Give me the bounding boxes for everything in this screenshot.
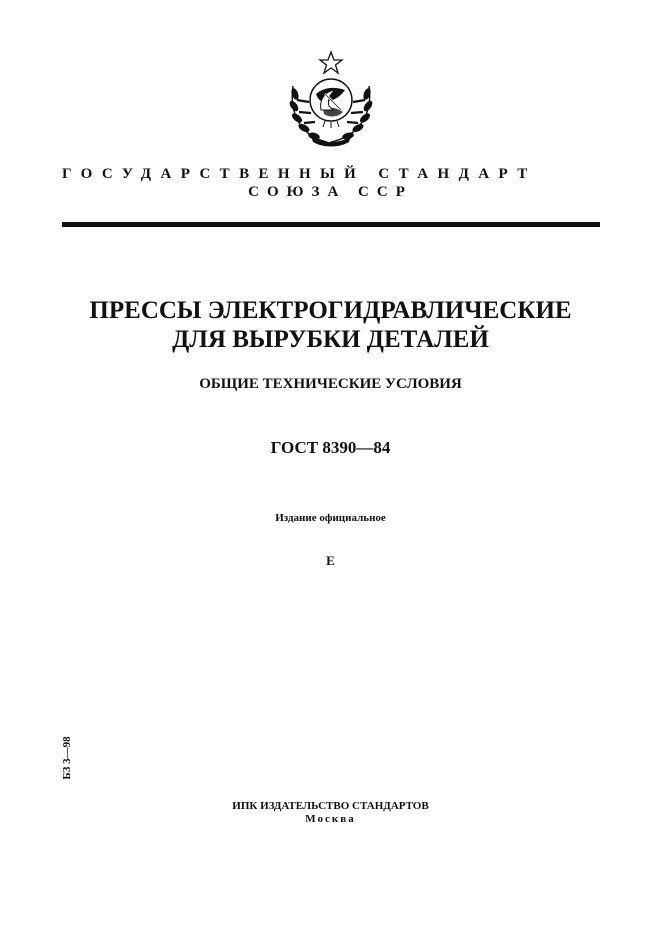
side-code: БЗ 3—98 <box>61 736 73 780</box>
title-line-2: ДЛЯ ВЫРУБКИ ДЕТАЛЕЙ <box>172 326 489 353</box>
document-subtitle: ОБЩИЕ ТЕХНИЧЕСКИЕ УСЛОВИЯ <box>199 376 462 392</box>
title-line-1: ПРЕССЫ ЭЛЕКТРОГИДРАВЛИЧЕСКИЕ <box>89 297 572 324</box>
ussr-state-emblem-icon <box>283 50 379 148</box>
publisher-name: ИПК ИЗДАТЕЛЬСТВО СТАНДАРТОВ <box>232 800 429 812</box>
document-title <box>0 296 661 354</box>
header-rule <box>62 222 600 227</box>
edition-mark: Е <box>326 553 335 568</box>
standard-number: ГОСТ 8390—84 <box>270 438 391 457</box>
header-line-1: ГОСУДАРСТВЕННЫЙ СТАНДАРТ <box>62 166 537 182</box>
header-line-2: СОЮЗА ССР <box>248 184 413 200</box>
edition-label: Издание официальное <box>275 512 386 524</box>
publisher-city: Москва <box>305 813 356 825</box>
